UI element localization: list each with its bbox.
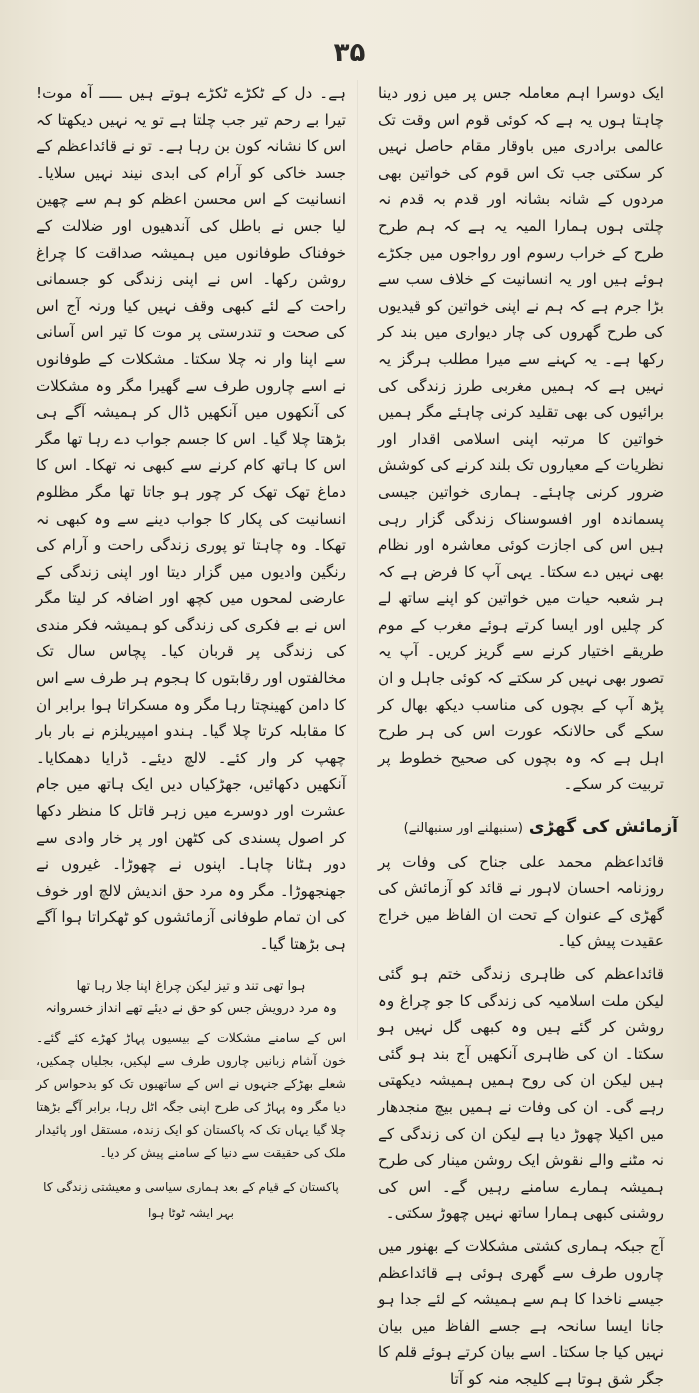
section-heading-note: (سنبھلنے اور سنبھالنے)	[403, 821, 523, 837]
page-number: ۳۵	[333, 38, 366, 68]
paragraph-women-role: ایک دوسرا اہم معاملہ جس پر میں زور دینا چاہتا ہوں یہ ہے کہ کوئی قوم اس وقت تک عالمی برادری میں باوقار مقام حاصل نہیں کر سکتی جب تک اس قوم کی خواتین بھی مردوں کے شانہ بشانہ اور قدم بہ قدم نہ چلتی ہوں ہمارا المیہ یہ ہے کہ ہم طرح طرح کے خراب رسوم اور رواجوں میں جکڑے ہوئے ہیں اور یہ انسانیت کے خلاف سب سے بڑا جرم ہے کہ ہم نے اپنی خواتین کو قیدیوں کی طرح گھروں کی چار دیواری میں بند کر رکھا ہے۔ یہ کہنے سے میرا مطلب ہرگز یہ نہیں ہے کہ ہمیں مغربی طرز زندگی کی برائیوں کی بھی تقلید کرنی چاہئے مگر ہمیں خواتین کا مرتبہ اپنی اسلامی اقدار اور نظریات کے معیاروں تک بلند کرنے کی کوشش ضرور کرنی چاہئے۔ ہماری خواتین جیسی پسماندہ اور افسوسناک زندگی گزار رہی ہیں اس کی اجازت کوئی معاشرہ اور نظام بھی نہیں دے سکتا۔ یہی آپ کا فرض ہے کہ ہر شعبہ حیات میں خواتین کو اپنے ساتھ لے کر چلیں اور ایسا کرتے ہوئے مغرب کے موم طریقے اختیار کرنے سے گریز کریں۔ آپ یہ تصور بھی نہیں کر سکتے کہ کوئی جاہل و ان پڑھ آپ کے بچوں کی مناسب دیکھ بھال کر سکے گی حالانکہ عورت اس کی ہر طرح اہل ہے کہ وہ بچوں کی صحیح خطوط پر تربیت کر سکے۔	[378, 84, 664, 794]
left-column	[36, 80, 346, 1227]
column-gutter	[357, 80, 358, 1040]
verse-couplet	[36, 976, 346, 1020]
bottom-line-text: پاکستان کے قیام کے بعد ہماری سیاسی و معیشتی زندگی کا بہر ایشہ ٹوٹا ہوا	[43, 1179, 339, 1221]
paragraph-death-lament: ہے۔ دل کے ٹکڑے ٹکڑے ہوتے ہیں ـــــ آہ موت! تیرا بے رحم تیر جب چلتا ہے تو یہ نہیں دیکھتا کہ اس کا نشانہ کون بن رہا ہے۔ تو نے قائداعظم کے جسد خاکی کو آرام کی ابدی نیند نہیں سلایا۔ انسانیت کے اس محسن اعظم کو ہم سے چھین لیا جس نے باطل کی آندھیوں اور ضلالت کے خوفناک طوفانوں میں ہمیشہ صداقت کا چراغ روشن رکھا۔ اس نے اپنی زندگی کو جسمانی راحت کے لئے کبھی وقف نہیں کیا ورنہ آج اس کی صحت و تندرستی پر موت کا تیر اس آسانی سے اپنا وار نہ چلا سکتا۔ مشکلات کے طوفانوں نے اسے چاروں طرف سے گھیرا مگر وہ مشکلات کی آنکھوں میں آنکھیں ڈال کر ہمیشہ آگے ہی بڑھتا چلا گیا۔ اس کا جسم جواب دے رہا تھا مگر اس کا ہاتھ کام کرنے سے کبھی نہ تھکا۔ اس کا دماغ تھک تھک کر چور ہو جاتا تھا مگر مظلوم انسانیت کی پکار کا جواب دینے سے وہ کبھی نہ تھکا۔ وہ چاہتا تو پوری زندگی راحت و آرام کی رنگین وادیوں میں گزار دیتا اور اپنی زندگی کے عارضی لمحوں میں کچھ اور اضافہ کر لیتا مگر اس نے بے فکری کی زندگی کو ہمیشہ فکر مندی کی زندگی پر قربان کیا۔ پچاس سال تک مخالفتوں اور رقابتوں کا ہجوم ہر طرف سے اس کا دامن کھینچتا رہا مگر وہ مسکراتا ہوا برابر ان کا مقابلہ کرتا چلا گیا۔ ہندو امپیریلزم نے بار بار چھپ کر وار کئے۔ لالچ دیئے۔ ڈرایا دھمکایا۔ آنکھیں دکھائیں، جھڑکیاں دیں ایک ہاتھ میں جام عشرت اور دوسرے میں زہر قاتل کا منظر دکھا کر اصول پسندی کی کٹھن اور پر خار وادی سے دور ہٹانا چاہا۔ اپنوں نے چھوڑا۔ غیروں نے جھنجھوڑا۔ مگر وہ مرد حق اندیش لالچ اور خوف کی ان تمام طوفانی آزمائشوں کو ٹھکراتا ہوا آگے ہی بڑھتا گیا۔	[36, 84, 346, 953]
paragraph-boat-storm: آج جبکہ ہماری کشتی مشکلات کے بھنور میں چاروں طرف سے گھری ہوئی ہے قائداعظم جیسے ناخدا کا ہم سے ہمیشہ کے لئے جدا ہو جانا ایسا سانحہ ہے جسے الفاظ میں بیان نہیں کیا جا سکتا۔ اسے بیان کرتے ہوئے قلم کا جگر شق ہوتا ہے کلیجہ منہ کو آتا	[378, 1236, 664, 1388]
paragraph-mountains: اس کے سامنے مشکلات کے بیسیوں پہاڑ کھڑے کئے گئے۔ خون آشام زبانیں چاروں طرف سے لپکیں، بجلیاں چمکیں، شعلے بھڑکے جنہوں نے اس کے ساتھیوں تک کو بدحواس کر دیا مگر وہ پہاڑ کی طرح اپنی جگہ اٹل رہا، برابر آگے بڑھتا چلا گیا یہاں تک کہ پاکستان کو ایک زندہ، مستقل اور پائیدار ملک کی حقیقت سے دنیا کے سامنے پیش کر دیا۔	[36, 1029, 346, 1160]
verse-line-2: وہ مرد درویش جس کو حق نے دیئے تھے انداز خسروانہ	[45, 1000, 337, 1016]
section-heading	[378, 814, 678, 843]
paragraph-quaid-tribute: قائداعظم کی ظاہری زندگی ختم ہو گئی لیکن ملت اسلامیہ کی زندگی کا جو چراغ وہ روشن کر گئے ہیں وہ کبھی گل نہیں ہو سکتا۔ ان کی ظاہری آنکھیں آج بند ہو گئی ہیں لیکن ان کی روح ہمیں ہمیشہ دیکھتی رہے گی۔ ان کی وفات نے ہمیں بیچ منجدھار میں اکیلا چھوڑ دیا ہے لیکن ان کی زندگی کے نہ مٹنے والے نقوش ایک روشن مینار کی طرح ہمیشہ ہمارے سامنے رہیں گے۔ اس کی روشنی کبھی ہمارا ساتھ نہیں چھوڑ سکتی۔	[378, 965, 664, 1223]
section-heading-title: آزمائش کی گھڑی	[528, 817, 678, 838]
right-column	[378, 80, 678, 1393]
paragraph-ehsan-intro: قائداعظم محمد علی جناح کی وفات پر روزنامہ احسان لاہور نے قائد کو آزمائش کی گھڑی کے عنوان کے تحت ان الفاظ میں خراج عقیدت پیش کیا۔	[378, 852, 664, 951]
verse-line-1: ہوا تھی تند و تیز لیکن چراغ اپنا جلا رہا تھا	[76, 978, 306, 994]
